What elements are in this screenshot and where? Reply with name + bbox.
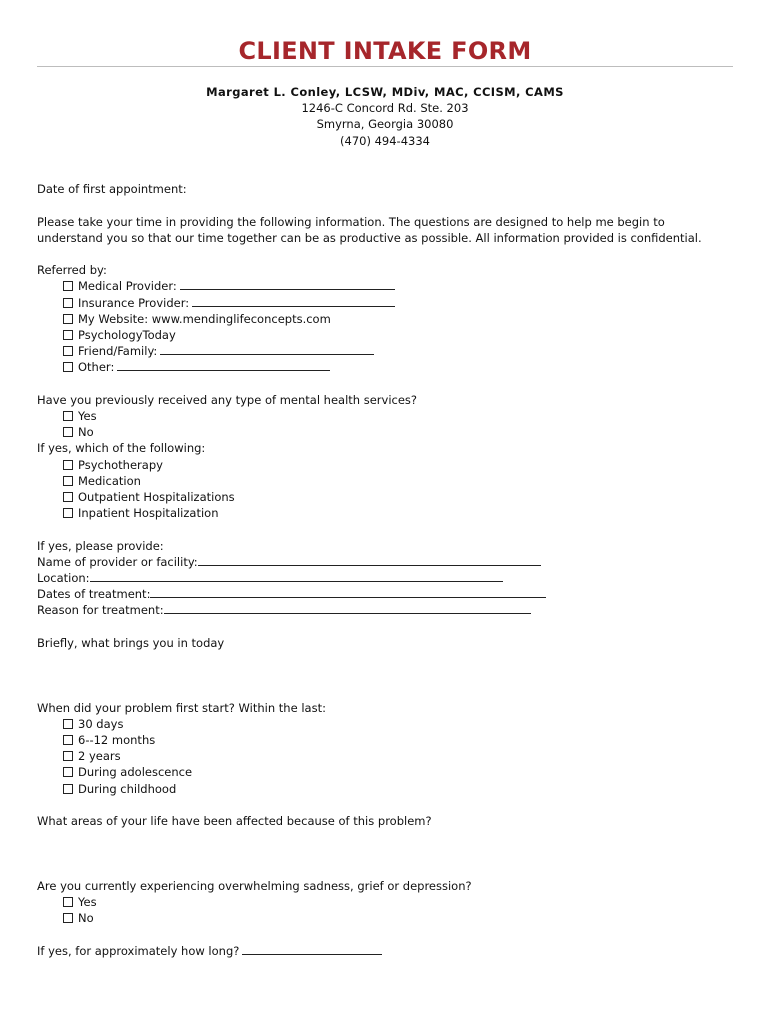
how-long-field[interactable]: If yes, for approximately how long?	[37, 943, 733, 959]
service-medication[interactable]: Medication	[37, 473, 733, 489]
service-outpatient[interactable]: Outpatient Hospitalizations	[37, 489, 733, 505]
provider-name-field[interactable]: Name of provider or facility:	[37, 554, 733, 570]
checkbox[interactable]	[63, 427, 73, 437]
checkbox[interactable]	[63, 281, 73, 291]
checkbox[interactable]	[63, 735, 73, 745]
friend-family-blank[interactable]	[160, 344, 374, 355]
checkbox[interactable]	[63, 719, 73, 729]
areas-affected-answer-space[interactable]	[37, 829, 733, 878]
checkbox[interactable]	[63, 492, 73, 502]
prev-services-yes[interactable]: Yes	[37, 408, 733, 424]
sadness-yes[interactable]: Yes	[37, 894, 733, 910]
start-adolescence[interactable]: During adolescence	[37, 764, 733, 780]
dates-of-treatment-blank[interactable]	[150, 587, 546, 598]
checkbox[interactable]	[63, 298, 73, 308]
referred-by-label: Referred by:	[37, 263, 107, 278]
areas-affected-label: What areas of your life have been affected because of this problem?	[37, 814, 432, 828]
checkbox[interactable]	[63, 362, 73, 372]
start-30-days[interactable]: 30 days	[37, 716, 733, 732]
checkbox[interactable]	[63, 508, 73, 518]
checkbox[interactable]	[63, 314, 73, 324]
provider-phone: (470) 494-4334	[340, 133, 430, 148]
problem-start-question: When did your problem first start? Within the last:	[37, 700, 326, 715]
checkbox[interactable]	[63, 913, 73, 923]
date-of-first-appointment-label: Date of first appointment:	[37, 182, 187, 197]
intro-line-1: Please take your time in providing the following information. The questions are designed to help me begin to	[37, 214, 665, 229]
prev-services-question: Have you previously received any type of mental health services?	[37, 392, 418, 407]
dates-of-treatment-field[interactable]: Dates of treatment:	[37, 586, 733, 602]
referral-option-other[interactable]: Other:	[37, 359, 733, 375]
title-divider	[37, 66, 733, 67]
checkbox[interactable]	[63, 751, 73, 761]
checkbox[interactable]	[63, 784, 73, 794]
start-6-12-months[interactable]: 6--12 months	[37, 732, 733, 748]
location-blank[interactable]	[90, 571, 503, 582]
medical-provider-blank[interactable]	[180, 279, 395, 290]
brings-you-in-label: Briefly, what brings you in today	[37, 635, 225, 650]
provider-address-line2: Smyrna, Georgia 30080	[316, 117, 454, 132]
intro-line-2: understand you so that our time together can be as productive as possible. All information provided is confidential.	[37, 230, 702, 245]
which-services-question: If yes, which of the following:	[37, 441, 206, 456]
referral-option-website[interactable]: My Website: www.mendinglifeconcepts.com	[37, 311, 733, 327]
brings-you-in-answer-space[interactable]	[37, 651, 733, 700]
provide-details-label: If yes, please provide:	[37, 538, 164, 553]
checkbox[interactable]	[63, 460, 73, 470]
reason-for-treatment-blank[interactable]	[164, 603, 531, 614]
checkbox[interactable]	[63, 897, 73, 907]
start-childhood[interactable]: During childhood	[37, 781, 733, 797]
referral-option-friend-family[interactable]: Friend/Family:	[37, 343, 733, 359]
service-psychotherapy[interactable]: Psychotherapy	[37, 457, 733, 473]
provider-name: Margaret L. Conley, LCSW, MDiv, MAC, CCISM, CAMS	[206, 85, 564, 99]
insurance-provider-blank[interactable]	[192, 296, 395, 307]
sadness-no[interactable]: No	[37, 910, 733, 926]
prev-services-no[interactable]: No	[37, 424, 733, 440]
service-inpatient[interactable]: Inpatient Hospitalization	[37, 505, 733, 521]
start-2-years[interactable]: 2 years	[37, 748, 733, 764]
sadness-question: Are you currently experiencing overwhelming sadness, grief or depression?	[37, 878, 472, 893]
referral-option-insurance[interactable]: Insurance Provider:	[37, 295, 733, 311]
other-blank[interactable]	[117, 360, 330, 371]
provider-name-blank[interactable]	[198, 555, 541, 566]
provider-header	[37, 84, 733, 149]
checkbox[interactable]	[63, 330, 73, 340]
provider-address-line1: 1246-C Concord Rd. Ste. 203	[301, 101, 469, 116]
checkbox[interactable]	[63, 346, 73, 356]
checkbox[interactable]	[63, 411, 73, 421]
reason-for-treatment-field[interactable]: Reason for treatment:	[37, 602, 733, 618]
checkbox[interactable]	[63, 767, 73, 777]
referral-option-psychologytoday[interactable]: PsychologyToday	[37, 327, 733, 343]
checkbox[interactable]	[63, 476, 73, 486]
how-long-blank[interactable]	[242, 944, 382, 955]
form-title: CLIENT INTAKE FORM	[238, 37, 532, 65]
location-field[interactable]: Location:	[37, 570, 733, 586]
referral-option-medical[interactable]: Medical Provider:	[37, 278, 733, 294]
